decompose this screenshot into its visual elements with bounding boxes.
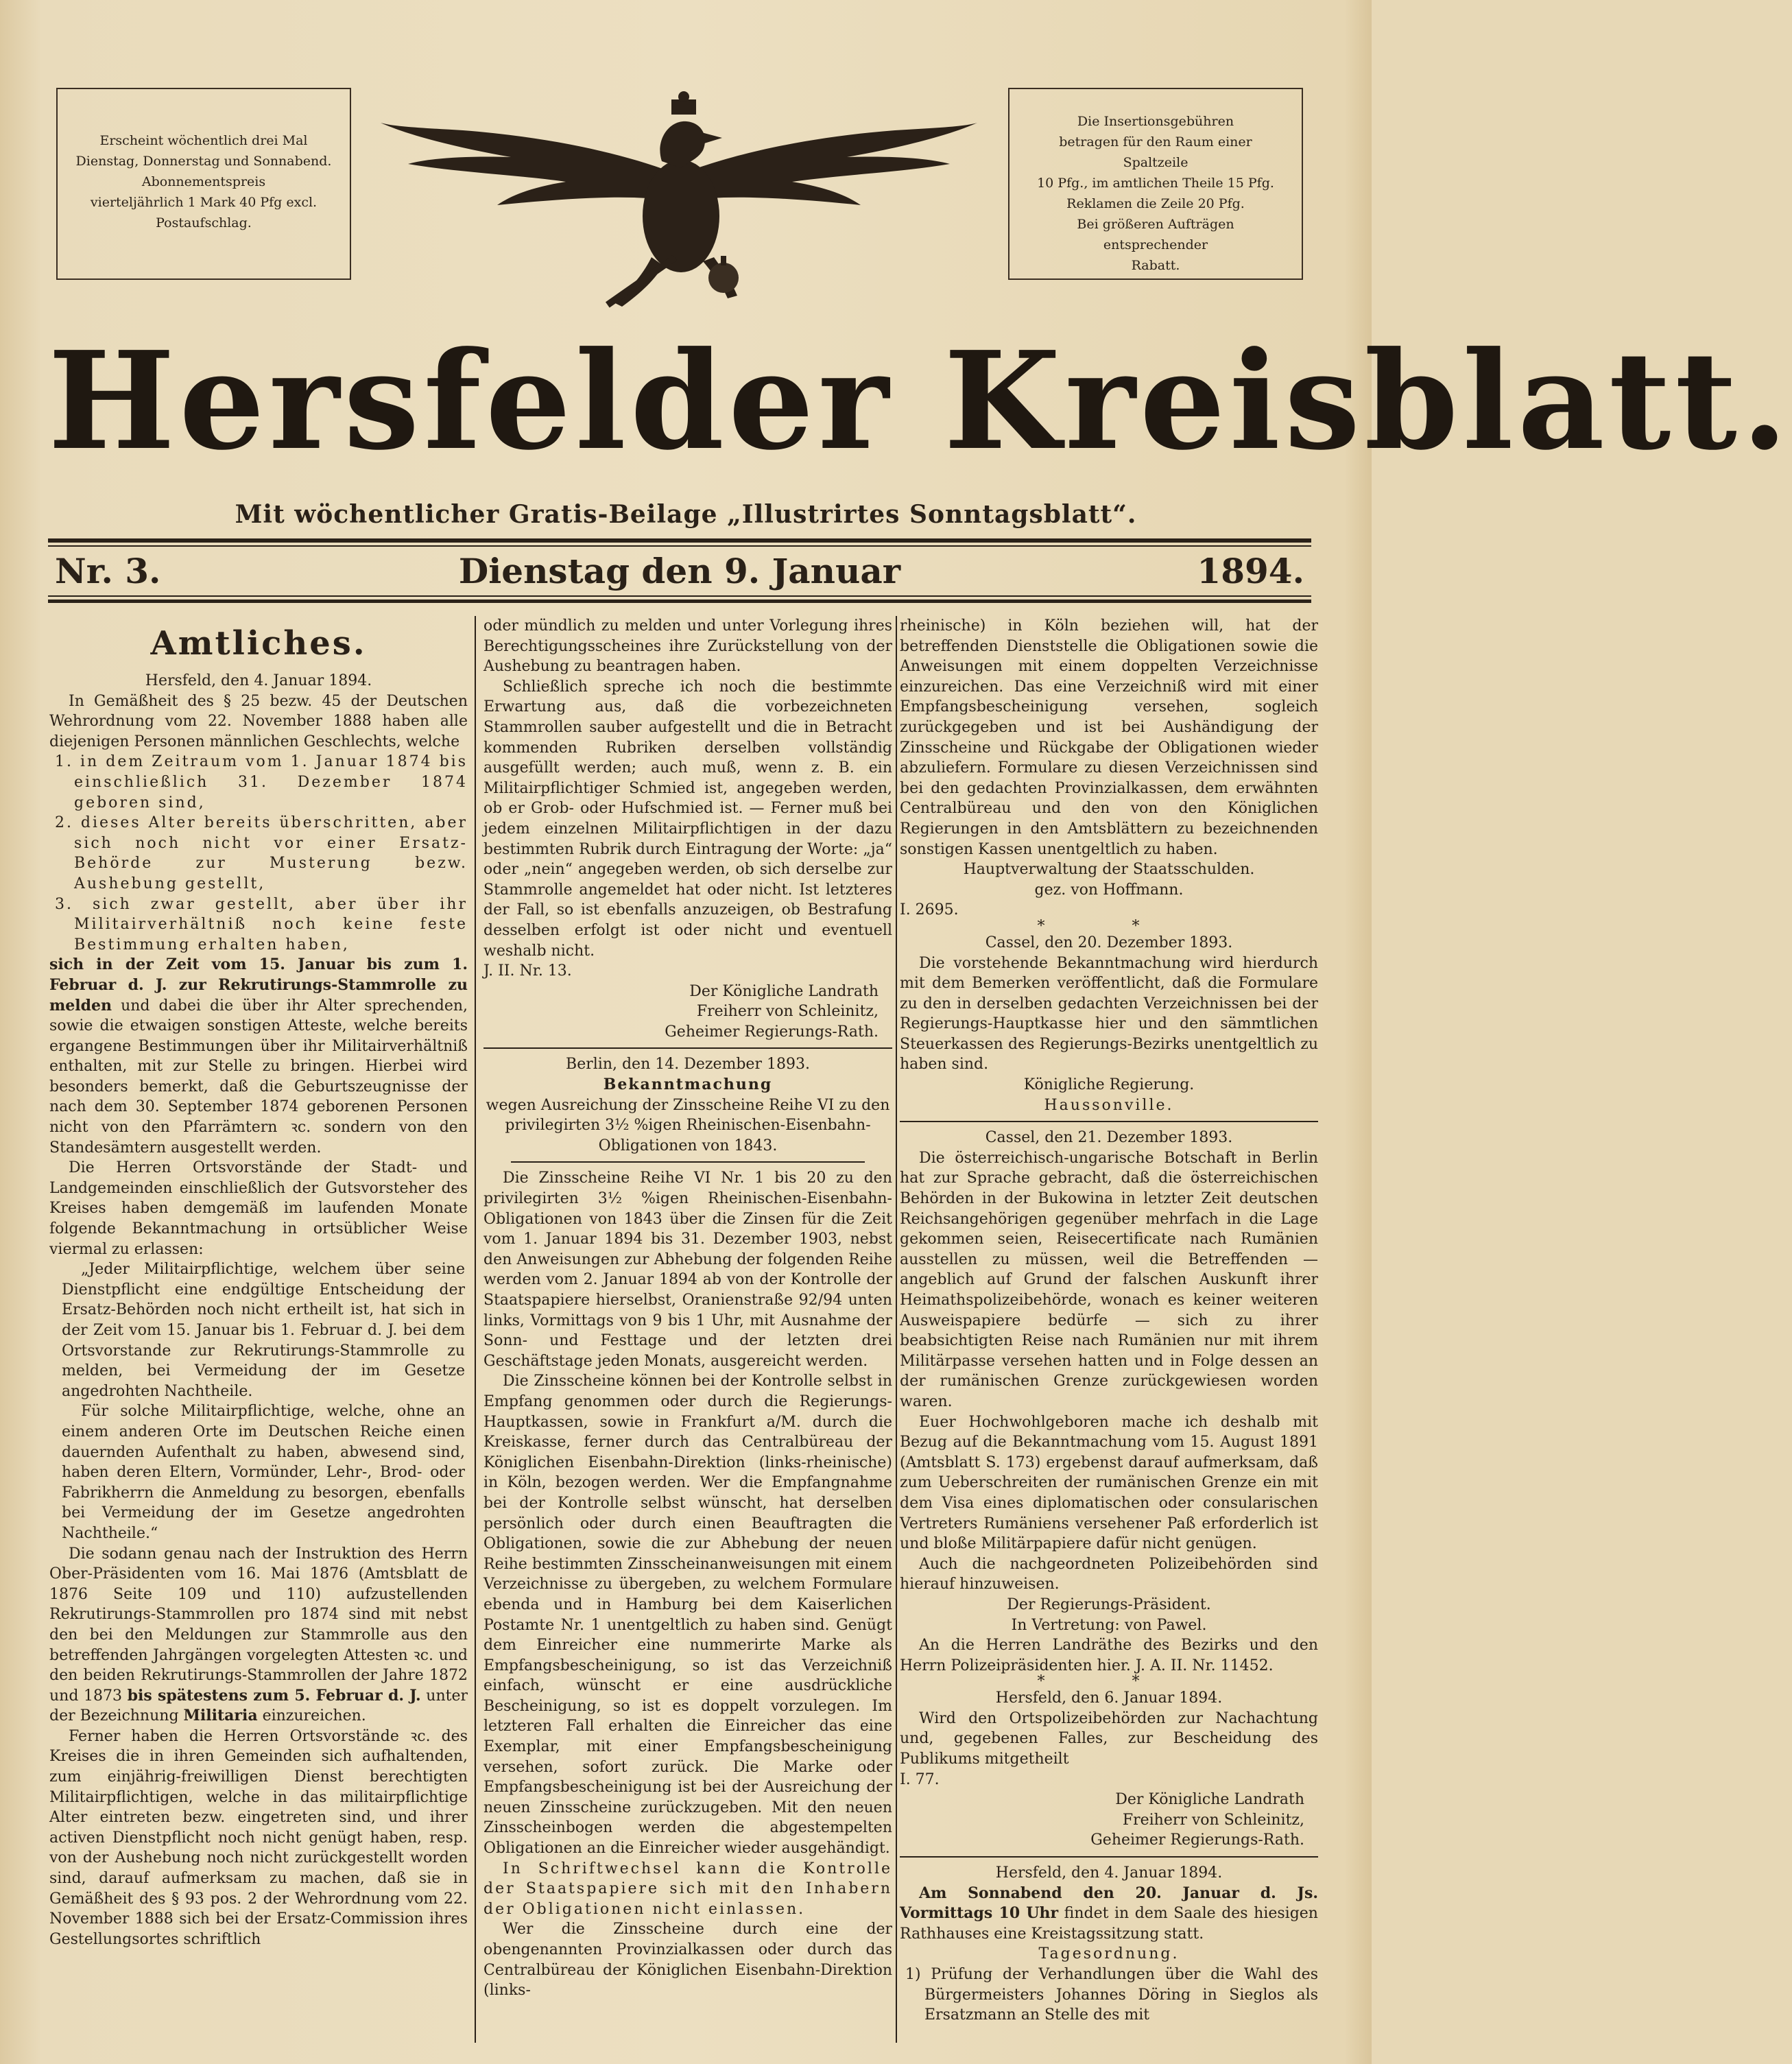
signature: Freiherr von Schleinitz, <box>696 1003 879 1021</box>
announcement-subtitle: wegen Ausreichung der Zinsscheine Reihe VI zu den privilegirten 3½ %igen Rheinischen-Eisenbahn-Obligationen von 1843. <box>486 1096 890 1154</box>
dateline: Cassel, den 21. Dezember 1893. <box>985 1129 1233 1147</box>
eagle-emblem-icon <box>381 72 977 312</box>
signature: Haussonville. <box>1044 1096 1174 1114</box>
signature: Der Königliche Landrath <box>689 982 879 1000</box>
paragraph-text: findet in dem Saale des hiesigen Rathhauses eine Kreistagssitzung statt. <box>900 1905 1318 1943</box>
paragraph <box>49 1544 468 1727</box>
paragraph: Die Zinsscheine können bei der Kontrolle selbst in Empfang genommen oder durch die Regierungs-Hauptkassen, sowie in Frankfurt a/M. durch die Kreiskasse, ferner durch das Centralbüreau der Königlichen Eisenbahn-Direktion (links-rheinische) in Köln, bezogen werden. Wer die Empfangnahme bei der Kontrolle selbst wünscht, hat derselben persönlich oder durch einen Beauftragten die Obligationen, sowie die zur Abhebung der neuen Reihe bestimmten Zinsscheinanweisungen mit einem Verzeichnisse zu übergeben, zu welchem Formulare ebenda und in Hamburg bei dem Kaiserlichen Postamte Nr. 1 unentgeltlich zu haben sind. Genügt dem Einreicher eine nummerirte Marke als Empfangsbescheinigung, so ist das Verzeichniß einfach, wünscht er eine ausdrückliche Bescheinigung, so ist es doppelt vorzulegen. Im letzteren Fall erhalten die Einreicher das eine Exemplar, mit einer Empfangsbescheinigung versehen, sofort zurück. Die Marke oder Empfangsbescheinigung ist bei der Ausreichung der neuen Zinsscheine zurückzugeben. Mit den neuen Zinsscheinbogen werden die abgestempelten Obligationen an die Einreicher wieder ausgehändigt. <box>483 1373 892 1858</box>
dateline: Hersfeld, den 6. Januar 1894. <box>995 1689 1223 1707</box>
signature: Der Königliche Landrath <box>1115 1791 1304 1809</box>
signature: Der Regierungs-Präsident. <box>1007 1596 1211 1613</box>
signature: Hauptverwaltung der Staatsschulden. <box>963 861 1255 879</box>
reference-number: I. 77. <box>900 1770 940 1788</box>
column-2 <box>483 616 892 2043</box>
paragraph: In Schriftwechsel kann die Kontrolle der Staatspapiere sich mit den Inhabern der Obligationen nicht einlassen. <box>483 1860 892 1918</box>
signature: Geheimer Regierungs-Rath. <box>1090 1831 1304 1849</box>
paragraph: Schließlich spreche ich noch die bestimmte Erwartung aus, daß die vorbezeichneten Stammrollen sauber aufgestellt und die in Betracht kommenden Rubriken derselben vollständig ausgefüllt werden; auch muß, wenn z. B. ein Militairpflichtiger Schmied ist, angegeben werden, ob er Grob- oder Hufschmied ist. — Ferner muß bei jedem einzelnen Militairpflichtigen in der dazu bestimmten Rubrik durch Eintragung der Worte: „ja“ oder „nein“ angegeben werden, ob sich derselbe zur Stammrolle angemeldet hat oder nicht. Ist letzteres der Fall, so ist ebenfalls anzuzeigen, ob Bestrafung desselben erfolgt ist oder nicht und eventuell weshalb nicht. <box>483 678 892 960</box>
column-1 <box>49 616 468 2043</box>
header-rule <box>48 538 1311 543</box>
reference-line <box>483 961 892 982</box>
dateline: Berlin, den 14. Dezember 1893. <box>566 1056 810 1073</box>
subscription-line: Dienstag, Donnerstag und Sonnabend. <box>75 154 332 169</box>
dateline: Hersfeld, den 4. Januar 1894. <box>995 1864 1223 1882</box>
newspaper-subtitle: Mit wöchentlicher Gratis-Beilage „Illustrirtes Sonntagsblatt“. <box>235 500 1137 529</box>
dateline: Hersfeld, den 4. Januar 1894. <box>145 672 372 689</box>
column-divider <box>896 616 897 2043</box>
subscription-line: Erscheint wöchentlich drei Mal <box>99 133 308 148</box>
advertising-rates-box <box>1008 88 1303 280</box>
section-divider <box>483 1047 892 1049</box>
issue-date: Dienstag den 9. Januar <box>458 551 901 591</box>
rates-line: betragen für den Raum einer Spaltzeile <box>1059 134 1252 170</box>
paragraph-text: und dabei die über ihr Alter sprechenden, sowie die etwaigen sonstigen Atteste, welche bereits ergangene Bestimmungen über ihr Militairverhältniß enthalten, mit zur Stelle zu bringen. Hierbei wird besonders bemerkt, daß die Geburtszeugnisse der nach dem 30. September 1874 geborenen Personen nicht von den Pfarrämtern ꝛc. sondern von den Standesämtern ausgestellt werden. <box>49 997 468 1156</box>
subscription-info-box <box>56 88 351 280</box>
signature: Geheimer Regierungs-Rath. <box>665 1023 879 1041</box>
header-rule <box>48 545 1311 547</box>
paragraph <box>900 1884 1318 1945</box>
subscription-line: Abonnementspreis <box>141 174 266 189</box>
section-heading: Amtliches. <box>150 624 367 663</box>
emphasis: sich in der Zeit vom 15. Januar bis zum 1. Februar d. J. zur Rekrutirungs-Stammrolle zu melden <box>49 956 468 1015</box>
issue-line <box>48 549 1311 594</box>
rates-line: Bei größeren Aufträgen entsprechender <box>1077 217 1234 252</box>
paragraph: rheinische) in Köln beziehen will, hat der betreffenden Dienststelle die Obligationen sowie die Anweisungen mit einem doppelten Verzeichnisse einzureichen. Das eine Verzeichniß wird mit einer Empfangsbescheinigung versehen, sogleich zurückgegeben und ist bei Aushändigung der Zinsscheine und Rückgabe der Obligationen wieder abzuliefern. Formulare zu diesen Verzeichnissen sind bei den gedachten Provinzialkassen, dem erwähnten Centralbüreau und den von den Königlichen Regierungen in den Amtsblättern zu bezeichnenden sonstigen Kassen unentgeltlich zu haben. <box>900 617 1318 858</box>
subscription-line: Postaufschlag. <box>156 215 252 230</box>
rates-line: 10 Pfg., im amtlichen Theile 15 Pfg. <box>1037 176 1274 191</box>
paragraph: Wer die Zinsscheine durch eine der obengenannten Provinzialkassen oder durch das Centralbüreau der Königlichen Eisenbahn-Direktion (links- <box>483 1921 892 2000</box>
signature: Königliche Regierung. <box>1023 1076 1195 1094</box>
rates-line: Die Insertionsgebühren <box>1077 114 1234 129</box>
rates-line: Reklamen die Zeile 20 Pfg. <box>1066 196 1245 211</box>
header-rule <box>48 595 1311 597</box>
reference-number: J. II. Nr. 13. <box>483 962 572 980</box>
list-item: 2. dieses Alter bereits überschritten, aber sich noch nicht vor einer Ersatz-Behörde zur Musterung bezw. Aushebung gestellt, <box>55 814 468 892</box>
section-divider <box>511 1161 865 1163</box>
emphasis: Militaria <box>183 1707 258 1725</box>
paragraph: Die Zinsscheine Reihe VI Nr. 1 bis 20 zu den privilegirten 3½ %igen Rheinischen-Eisenbahn-Obligationen von 1843 über die Zinsen für die Zeit vom 1. Januar 1894 bis 31. Dezember 1903, nebst den Anweisungen zur Abhebung der folgenden Reihe werden vom 2. Januar 1894 ab von der Kontrolle der Staatspapiere hierselbst, Oranienstraße 92/94 unten links, Vormittags von 9 bis 1 Uhr, mit Ausnahme der Sonn- und Festtage und der letzten drei Geschäftstage jeden Monats, ausgereicht werden. <box>483 1170 892 1370</box>
reference-number: I. 2695. <box>900 901 959 919</box>
paragraph: In Gemäßheit des § 25 bezw. 45 der Deutschen Wehrordnung vom 22. November 1888 haben alle diejenigen Personen männlichen Geschlechts, welche <box>49 692 468 750</box>
paragraph: Die Herren Ortsvorstände der Stadt- und Landgemeinden einschließlich der Gutsvorsteher des Kreises haben demgemäß im laufenden Monate folgende Bekanntmachung in ortsüblicher Weise viermal zu erlassen: <box>49 1159 468 1258</box>
emphasis: Am Sonnabend den 20. Januar d. Js. Vormittags 10 Uhr <box>900 1884 1318 1923</box>
signature: Freiherr von Schleinitz, <box>1122 1811 1304 1829</box>
issue-year: 1894. <box>1197 551 1304 591</box>
subscription-line: vierteljährlich 1 Mark 40 Pfg excl. <box>90 195 318 210</box>
dateline: Cassel, den 20. Dezember 1893. <box>985 934 1233 951</box>
paragraph-text: einzureichen. <box>257 1707 366 1725</box>
list-item: 1. in dem Zeitraum vom 1. Januar 1874 bis einschließlich 31. Dezember 1874 geboren sind, <box>55 753 468 811</box>
column-divider <box>475 616 476 2043</box>
section-divider <box>900 1856 1318 1858</box>
paragraph <box>49 955 468 1158</box>
rates-line: Rabatt. <box>1131 258 1180 273</box>
emphasis: bis spätestens zum 5. Februar d. J. <box>127 1686 421 1705</box>
signature: In Vertretung: von Pawel. <box>1011 1616 1207 1634</box>
header-rule <box>48 600 1311 603</box>
separator-stars: * * <box>1037 917 1181 935</box>
list-item: 3. sich zwar gestellt, aber über ihr Militairverhältniß noch keine feste Bestimmung erhalten haben, <box>55 895 468 953</box>
agenda-title: Tagesordnung. <box>1038 1945 1180 1963</box>
paragraph: Auch die nachgeordneten Polizeibehörden sind hierauf hinzuweisen. <box>900 1555 1318 1593</box>
addressee: An die Herren Landräthe des Bezirks und den Herrn Polizeipräsidenten hier. J. A. II. Nr. 11452. <box>900 1637 1318 1674</box>
paragraph: Wird den Ortspolizeibehörden zur Nachachtung und, gegebenen Falles, zur Bescheidung des Publikums mitgetheilt <box>900 1709 1318 1768</box>
paragraph-text: Die sodann genau nach der Instruktion des Herrn Ober-Präsidenten vom 16. Mai 1876 (Amtsblatt de 1876 Seite 109 und 110) aufzustellenden Rekrutirungs-Stammrollen pro 1874 sind mit nebst den bei den Meldungen zur Stammrolle aus den betreffenden Jahrgängen vorgelegten Attesten ꝛc. und den beiden Rekrutirungs-Stammrollen der Jahre 1872 und 1873 <box>49 1545 468 1705</box>
quote-paragraph: „Jeder Militairpflichtige, welchem über seine Dienstpflicht eine endgültige Entscheidung der Ersatz-Behörden noch nicht ertheilt ist, hat sich in der Zeit vom 15. Januar bis 1. Februar d. J. bei dem Ortsvorstande zur Rekrutirungs-Stammrolle zu melden, bei Vermeidung der im Gesetze angedrohten Nachtheile. <box>62 1261 465 1400</box>
agenda-item: 1) Prüfung der Verhandlungen über die Wahl des Bürgermeisters Johannes Döring in Sieglos als Ersatzmann an Stelle des mit <box>905 1966 1318 2024</box>
paragraph: Ferner haben die Herren Ortsvorstände ꝛc. des Kreises die in ihren Gemeinden sich aufhaltenden, zum einjährig-freiwilligen Dienst berechtigten Militairpflichtigen, welche in das militairpflichtige Alter eintreten bezw. eingetreten sind, und ihrer activen Dienstpflicht noch nicht genügt haben, resp. von der Aushebung noch nicht zurückgestellt worden sind, darauf aufmerksam zu machen, daß sie in Gemäßheit des § 93 pos. 2 der Wehrordnung vom 22. November 1888 sich bei der Ersatz-Commission ihres Gestellungsortes schriftlich <box>49 1727 468 1948</box>
paragraph: Die vorstehende Bekanntmachung wird hierdurch mit dem Bemerken veröffentlicht, daß die Formulare zu den in derselben gedachten Verzeichnissen bei der Regierungs-Hauptkasse hier und den sämmtlichen Steuerkassen des Regierungs-Bezirks unentgeltlich zu haben sind. <box>900 954 1318 1073</box>
section-divider <box>900 1121 1318 1122</box>
paragraph-text: unter der Bezeichnung <box>49 1687 468 1725</box>
quote-paragraph: Für solche Militairpflichtige, welche, ohne an einem anderen Orte im Deutschen Reiche einen dauernden Aufenthalt zu haben, abwesend sind, haben deren Eltern, Vormünder, Lehr-, Brod- oder Fabrikherrn die Anmeldung zu besorgen, ebenfalls bei Vermeidung der im Gesetze angedrohten Nachtheile.“ <box>62 1403 465 1542</box>
column-3 <box>900 616 1318 2043</box>
separator-stars: * * <box>1037 1673 1181 1691</box>
newspaper-title: Hersfelder Kreisblatt. <box>48 322 1792 480</box>
paragraph: oder mündlich zu melden und unter Vorlegung ihres Berechtigungsscheines ihre Zurückstellung von der Aushebung zu beantragen haben. <box>483 617 892 676</box>
signature: gez. von Hoffmann. <box>1034 881 1184 899</box>
issue-number: Nr. 3. <box>55 551 161 591</box>
announcement-title: Bekanntmachung <box>603 1076 773 1094</box>
paragraph: Euer Hochwohlgeboren mache ich deshalb mit Bezug auf die Bekanntmachung vom 15. August 1891 (Amtsblatt S. 173) ergebenst darauf aufmerksam, daß zum Ueberschreiten der rumänischen Grenze ein mit dem Visa eines diplomatischen oder consularischen Vertreters Rumäniens versehener Paß erforderlich ist und bloße Militärpapiere dafür nicht genügen. <box>900 1413 1318 1553</box>
paragraph: Die österreichisch-ungarische Botschaft in Berlin hat zur Sprache gebracht, daß die österreichischen Behörden in der Bukowina in letzter Zeit deutschen Reichsangehörigen gegenüber mehrfach in die Lage gekommen seien, Reisecertificate nach Rumänien ausstellen zu müssen, weil die Betreffenden — angeblich auf Grund der falschen Auskunft ihrer Heimathspolizeibehörde, wonach es keiner weiteren Ausweispapiere bedürfe — sich zu ihrer beabsichtigten Reise nach Rumänien nur mit ihrem Militärpasse versehen hatten und in Folge dessen an der rumänischen Grenze zurückgewiesen worden waren. <box>900 1149 1318 1410</box>
